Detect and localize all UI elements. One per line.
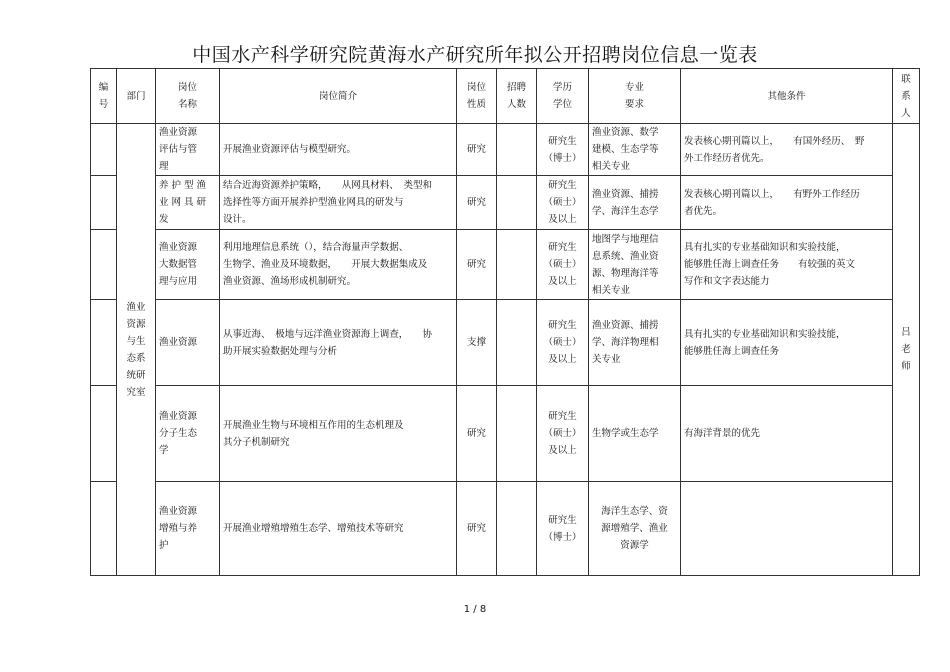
cell-post-name: 渔业资源 大数据管 理与应用: [156, 230, 220, 300]
page-title: 中国水产科学研究院黄海水产研究所年拟公开招聘岗位信息一览表: [192, 44, 758, 66]
cell-nature: 研究: [457, 176, 497, 230]
cell-count: [497, 176, 537, 230]
cell-post-name: 养 护 型 渔 业 网 具 研 发: [156, 176, 220, 230]
cell-other: 发表核心期刊篇以上， 有野外工作经历 者优先。: [681, 176, 893, 230]
cell-post-name: 渔业资源: [156, 300, 220, 386]
cell-post-name: 渔业资源 评估与管 理: [156, 124, 220, 176]
header-nature: 岗位 性质: [457, 69, 497, 124]
cell-edu: 研究生 （硕士） 及以上: [537, 386, 589, 482]
cell-count: [497, 482, 537, 576]
cell-nature: 研究: [457, 482, 497, 576]
table-row: [91, 386, 920, 482]
cell-other: 具有扎实的专业基础知识和实验技能， 能够胜任海上调查任务 有较强的英文 写作和文字表达能力: [681, 230, 893, 300]
page-indicator: 1 / 8: [463, 604, 487, 615]
cell-desc: 开展渔业生物与环境相互作用的生态机理及 其分子机制研究: [220, 386, 457, 482]
cell-edu: 研究生 （博士）: [537, 482, 589, 576]
table-row: [91, 176, 920, 230]
contact-cell: 吕 老 师: [893, 124, 920, 576]
header-desc: 岗位简介: [220, 69, 457, 124]
cell-edu: 研究生 （硕士） 及以上: [537, 230, 589, 300]
header-edu: 学历 学位: [537, 69, 589, 124]
cell-desc: 从事近海、 极地与远洋渔业资源海上调查， 协 助开展实验数据处理与分析: [220, 300, 457, 386]
cell-count: [497, 300, 537, 386]
table-row: [91, 230, 920, 300]
header-post-name: 岗位 名称: [156, 69, 220, 124]
cell-edu: 研究生 （博士）: [537, 124, 589, 176]
cell-edu: 研究生 （硕士） 及以上: [537, 300, 589, 386]
cell-num: [91, 176, 117, 230]
header-dept: 部门: [117, 69, 156, 124]
cell-desc: 开展渔业资源评估与模型研究。: [220, 124, 457, 176]
cell-nature: 支撑: [457, 300, 497, 386]
header-contact: 联 系 人: [893, 69, 920, 124]
cell-post-name: 渔业资源 分子生态 学: [156, 386, 220, 482]
cell-num: [91, 230, 117, 300]
cell-count: [497, 386, 537, 482]
cell-num: [91, 386, 117, 482]
cell-major: 渔业资源、捕捞 学、海洋物理相 关专业: [589, 300, 681, 386]
cell-major: 地图学与地理信 息系统、渔业资 源、物理海洋等 相关专业: [589, 230, 681, 300]
cell-edu: 研究生 （硕士） 及以上: [537, 176, 589, 230]
cell-count: [497, 230, 537, 300]
cell-count: [497, 124, 537, 176]
cell-other: [681, 482, 893, 576]
cell-other: 具有扎实的专业基础知识和实验技能， 能够胜任海上调查任务: [681, 300, 893, 386]
table-row: [91, 124, 920, 176]
cell-other: 发表核心期刊篇以上， 有国外经历、 野 外工作经历者优先。: [681, 124, 893, 176]
recruitment-table: [90, 68, 920, 576]
cell-major: 渔业资源、捕捞 学、海洋生态学: [589, 176, 681, 230]
header-other: 其他条件: [681, 69, 893, 124]
cell-desc: 利用地理信息系统（），结合海量声学数据、 生物学、渔业及环境数据， 开展大数据集成及 渔业资源、渔场形成机制研究。: [220, 230, 457, 300]
header-num: 编 号: [91, 69, 117, 124]
cell-major: 生物学或生态学: [589, 386, 681, 482]
table-row: [91, 482, 920, 576]
header-row: [91, 69, 920, 124]
cell-num: [91, 482, 117, 576]
cell-num: [91, 124, 117, 176]
table-row: [91, 300, 920, 386]
cell-nature: 研究: [457, 124, 497, 176]
cell-nature: 研究: [457, 386, 497, 482]
cell-desc: 开展渔业增殖增殖生态学、增殖技术等研究: [220, 482, 457, 576]
cell-major: 渔业资源、数学 建模、生态学等 相关专业: [589, 124, 681, 176]
cell-num: [91, 300, 117, 386]
cell-post-name: 渔业资源 增殖与养 护: [156, 482, 220, 576]
cell-desc: 结合近海资源养护策略， 从网具材料、 类型和 选择性等方面开展养护型渔业网具的研发与 设计。: [220, 176, 457, 230]
department-cell: 渔业 资源 与生 态系 统研 究室: [117, 124, 156, 576]
header-count: 招聘 人数: [497, 69, 537, 124]
cell-nature: 研究: [457, 230, 497, 300]
cell-other: 有海洋背景的优先: [681, 386, 893, 482]
cell-major: 海洋生态学、资 源增殖学、渔业 资源学: [589, 482, 681, 576]
header-major: 专业 要求: [589, 69, 681, 124]
